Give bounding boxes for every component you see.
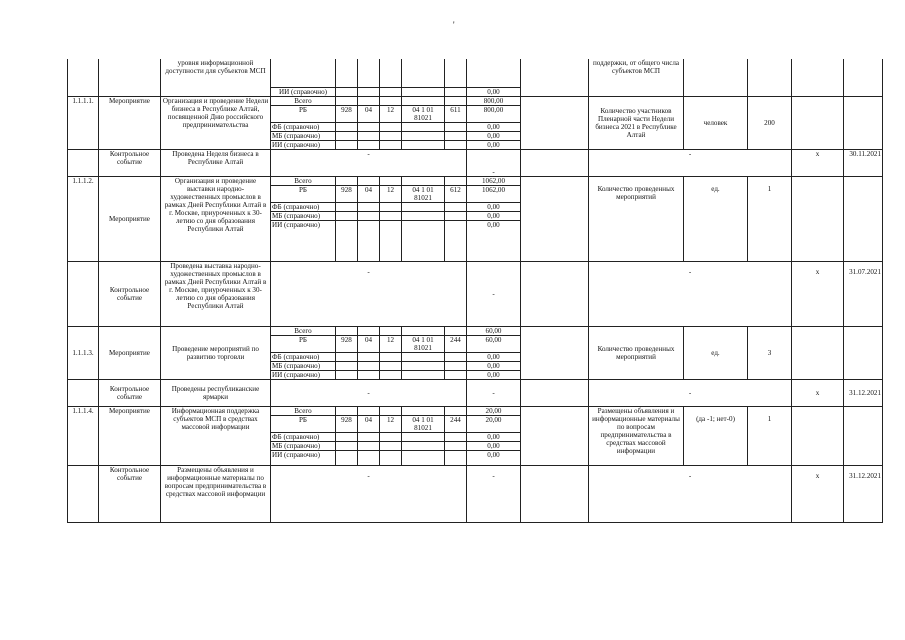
table-row [68,150,883,177]
row-number: 1.1.1.4. [68,407,99,466]
event-dash: - [467,380,521,407]
row-number: 1.1.1.1. [68,97,99,150]
source-label: Всего [271,97,336,106]
event-dash: - [589,380,792,407]
source-label: МБ (справочно) [271,442,336,451]
indicator-target: 1 [748,177,792,262]
top-mark: ' [453,20,455,30]
event-name: Размещены объявления и информационные материалы по вопросам предпринимательства в средствах массовой информации [161,466,271,523]
table-row [68,327,883,336]
amount-value: 0,00 [467,88,521,97]
source-label: Всего [271,177,336,186]
table-row [68,262,883,327]
event-date: 31.12.2021 [844,466,883,523]
amount-value: 20,00 [467,416,521,433]
event-dash: - [271,150,467,177]
indicator-name: Количество проведенных мероприятий [589,327,684,380]
event-date: 31.07.2021 [844,262,883,327]
event-type: Контрольное событие [99,150,161,177]
vr-code: 244 [445,416,467,433]
indicator-target: 1 [748,407,792,466]
event-dash: - [271,380,467,407]
grbs-code: 928 [336,336,358,353]
indicator-unit: (да -1; нет-0) [684,407,748,466]
row-type: Мероприятие [99,327,161,380]
header-goal-text: уровня информационной доступности для субъектов МСП [161,59,271,97]
source-label: РБ [271,186,336,203]
amount-value: 60,00 [467,327,521,336]
event-name: Проведена выставка народно-художественных промыслов в рамках Дней Республики Алтай в г. Москве, приуроченных к 30-летию со дня образования Республики Алтай [161,262,271,327]
amount-value: 0,00 [467,141,521,150]
source-label: ИИ (справочно) [271,221,336,262]
amount-value: 1062,00 [467,177,521,186]
amount-value: 20,00 [467,407,521,416]
row-name: Проведение мероприятий по развитию торговли [161,327,271,380]
row-type: Мероприятие [99,97,161,150]
event-dash: - [271,262,467,327]
table-row [68,380,883,407]
csr-code: 04 1 01 81021 [402,106,445,123]
row-name: Информационная поддержка субъектов МСП в средствах массовой информации [161,407,271,466]
amount-value: 0,00 [467,362,521,371]
rz-code: 04 [358,186,380,203]
row-number: 1.1.1.3. [68,327,99,380]
indicator-unit: ед. [684,327,748,380]
event-date: 31.12.2021 [844,380,883,407]
amount-value: 0,00 [467,442,521,451]
event-name: Проведены республиканские ярмарки [161,380,271,407]
event-dash: - [271,466,467,523]
source-label: ИИ (справочно) [271,141,336,150]
indicator-name: Размещены объявления и информационные материалы по вопросам предпринимательства в средствах массовой информации [589,407,684,466]
source-label: РБ [271,416,336,433]
source-label: ФБ (справочно) [271,203,336,212]
table-row [68,177,883,186]
event-mark: х [792,466,844,523]
event-date: 30.11.2021 [844,150,883,177]
vr-code: 612 [445,186,467,203]
event-dash: - [467,150,521,177]
event-dash: - [589,262,792,327]
amount-value: 60,00 [467,336,521,353]
event-type: Контрольное событие [99,380,161,407]
source-label: ИИ (справочно) [271,371,336,380]
row-type: Мероприятие [99,407,161,466]
vr-code: 611 [445,106,467,123]
indicator-target: 3 [748,327,792,380]
row-number: 1.1.1.2. [68,177,99,262]
amount-value: 0,00 [467,371,521,380]
event-dash: - [467,262,521,327]
row-name: Организация и проведение Недели бизнеса в Республике Алтай, посвященной Дню российского предпринимательства [161,97,271,150]
amount-value: 800,00 [467,97,521,106]
indicator-name: Количество участников Пленарной части Недели бизнеса 2021 в Республике Алтай [589,97,684,150]
amount-value: 0,00 [467,203,521,212]
pr-code: 12 [380,186,402,203]
grbs-code: 928 [336,416,358,433]
amount-value: 800,00 [467,106,521,123]
event-mark: х [792,150,844,177]
event-name: Проведена Неделя бизнеса в Республике Алтай [161,150,271,177]
source-label: Всего [271,407,336,416]
source-label: ФБ (справочно) [271,353,336,362]
source-label: РБ [271,106,336,123]
row-type: Мероприятие [99,177,161,262]
amount-value: 0,00 [467,212,521,221]
csr-code: 04 1 01 81021 [402,186,445,203]
amount-value: 0,00 [467,433,521,442]
table-row [68,407,883,416]
source-label: ИИ (справочно) [271,88,336,97]
source-label: Всего [271,327,336,336]
source-label: ФБ (справочно) [271,123,336,132]
csr-code: 04 1 01 81021 [402,416,445,433]
header-indicator: поддержки, от общего числа субъектов МСП [589,59,684,97]
table-row [68,59,883,88]
pr-code: 12 [380,336,402,353]
rz-code: 04 [358,106,380,123]
amount-value: 0,00 [467,353,521,362]
vr-code: 244 [445,336,467,353]
event-mark: х [792,380,844,407]
amount-value: 0,00 [467,221,521,262]
event-mark: х [792,262,844,327]
amount-value: 0,00 [467,132,521,141]
table-row [68,97,883,106]
event-dash: - [589,150,792,177]
indicator-unit: ед. [684,177,748,262]
rz-code: 04 [358,416,380,433]
grbs-code: 928 [336,186,358,203]
source-label: МБ (справочно) [271,212,336,221]
source-label: ФБ (справочно) [271,433,336,442]
amount-value: 0,00 [467,123,521,132]
indicator-name: Количество проведенных мероприятий [589,177,684,262]
event-dash: - [589,466,792,523]
event-type: Контрольное событие [99,466,161,523]
source-label: РБ [271,336,336,353]
table-row [68,466,883,523]
pr-code: 12 [380,106,402,123]
csr-code: 04 1 01 81021 [402,336,445,353]
amount-value: 0,00 [467,451,521,466]
source-label: МБ (справочно) [271,132,336,141]
amount-value: 1062,00 [467,186,521,203]
event-type: Контрольное событие [99,262,161,327]
source-label: ИИ (справочно) [271,451,336,466]
indicator-target: 200 [748,97,792,150]
row-name: Организация и проведение выставки народно-художественных промыслов в рамках Дней Республики Алтай в г. Москве, приуроченных к 30- летию со дня образования Республики Алтай [161,177,271,262]
source-label: МБ (справочно) [271,362,336,371]
program-table [67,59,883,523]
pr-code: 12 [380,416,402,433]
indicator-unit: человек [684,97,748,150]
event-dash: - [467,466,521,523]
rz-code: 04 [358,336,380,353]
grbs-code: 928 [336,106,358,123]
